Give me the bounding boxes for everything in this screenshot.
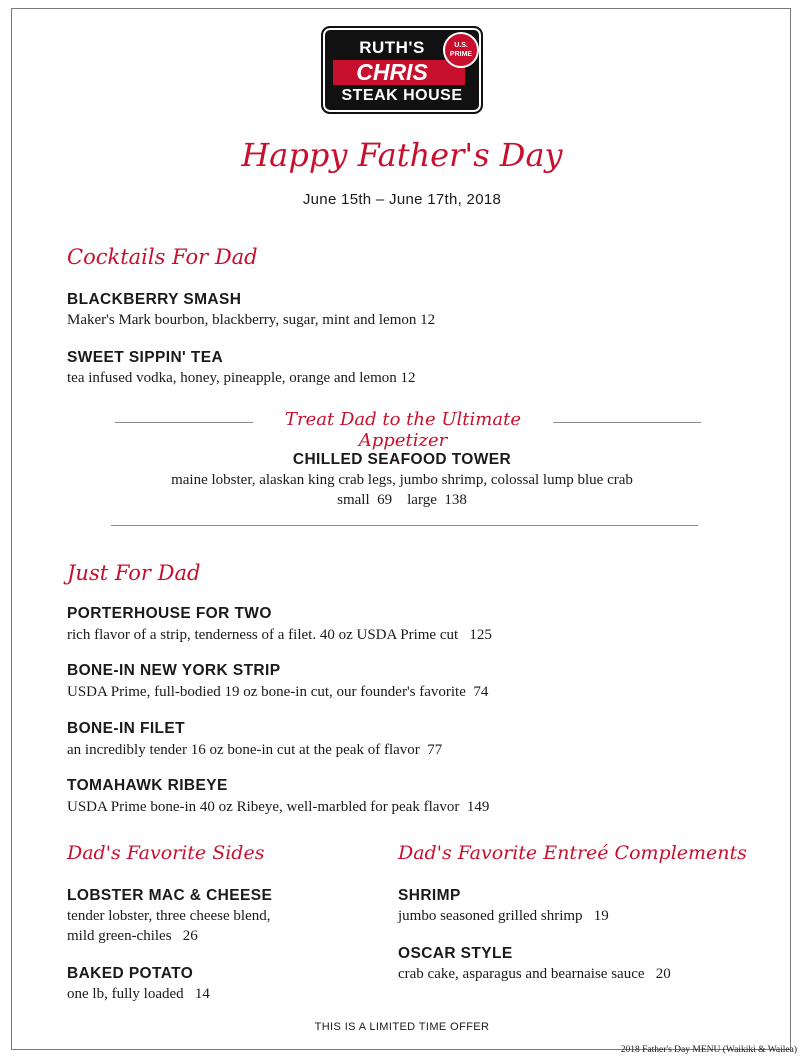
page-title: Happy Father's Day (241, 136, 563, 174)
entree-description: an incredibly tender 16 oz bone-in cut at the peak of flavor 77 (67, 742, 443, 758)
entree-description: rich flavor of a strip, tenderness of a filet. 40 oz USDA Prime cut 125 (67, 627, 492, 643)
menu-footnote: 2018 Father's Day MENU (Waikiki & Wailea) (620, 1045, 797, 1055)
cocktail-name: BLACKBERRY SMASH (67, 291, 242, 308)
cocktail-description: tea infused vodka, honey, pineapple, orange and lemon 12 (67, 370, 416, 386)
entree-name: TOMAHAWK RIBEYE (67, 777, 228, 794)
cocktails-heading: Cocktails For Dad (67, 245, 258, 269)
entree-name: BONE-IN NEW YORK STRIP (67, 662, 281, 679)
limited-time-offer: THIS IS A LIMITED TIME OFFER (314, 1021, 490, 1033)
menu-page (11, 8, 791, 1050)
entree-name: BONE-IN FILET (67, 720, 185, 737)
appetizer-prices: small 69 large 138 (337, 492, 467, 508)
side-description: one lb, fully loaded 14 (67, 986, 210, 1002)
cocktail-name: SWEET SIPPIN' TEA (67, 349, 224, 366)
complement-description: crab cake, asparagus and bearnaise sauce 20 (398, 966, 671, 982)
appetizer-description: maine lobster, alaskan king crab legs, jumbo shrimp, colossal lump blue crab (171, 472, 633, 488)
divider-full (111, 525, 698, 526)
promo-dates: June 15th – June 17th, 2018 (302, 191, 502, 208)
us-prime-seal-icon: U.S. PRIME (443, 32, 479, 68)
entree-description: USDA Prime, full-bodied 19 oz bone-in cut, our founder's favorite 74 (67, 684, 489, 700)
complement-name: OSCAR STYLE (398, 945, 513, 962)
divider-right (553, 422, 701, 423)
side-description: mild green-chiles 26 (67, 928, 198, 944)
complements-heading: Dad's Favorite Entreé Complements (398, 842, 747, 864)
side-name: BAKED POTATO (67, 965, 194, 982)
logo-text-chris: CHRIS (356, 59, 428, 85)
logo-text-ruths: RUTH'S (359, 38, 425, 57)
side-name: LOBSTER MAC & CHEESE (67, 887, 273, 904)
cocktail-description: Maker's Mark bourbon, blackberry, sugar, mint and lemon 12 (67, 312, 436, 328)
ruths-chris-logo (321, 26, 483, 114)
entree-description: USDA Prime bone-in 40 oz Ribeye, well-marbled for peak flavor 149 (67, 799, 490, 815)
complement-description: jumbo seasoned grilled shrimp 19 (398, 908, 609, 924)
logo-text-steak-house: STEAK HOUSE (341, 87, 463, 104)
divider-left (115, 422, 253, 423)
sides-heading: Dad's Favorite Sides (67, 842, 265, 864)
just-for-dad-heading: Just For Dad (67, 561, 201, 585)
complement-name: SHRIMP (398, 887, 461, 904)
appetizer-name: CHILLED SEAFOOD TOWER (292, 451, 512, 468)
appetizer-heading: Treat Dad to the Ultimate Appetizer (285, 409, 521, 451)
entree-name: PORTERHOUSE FOR TWO (67, 605, 272, 622)
side-description: tender lobster, three cheese blend, (67, 908, 271, 924)
